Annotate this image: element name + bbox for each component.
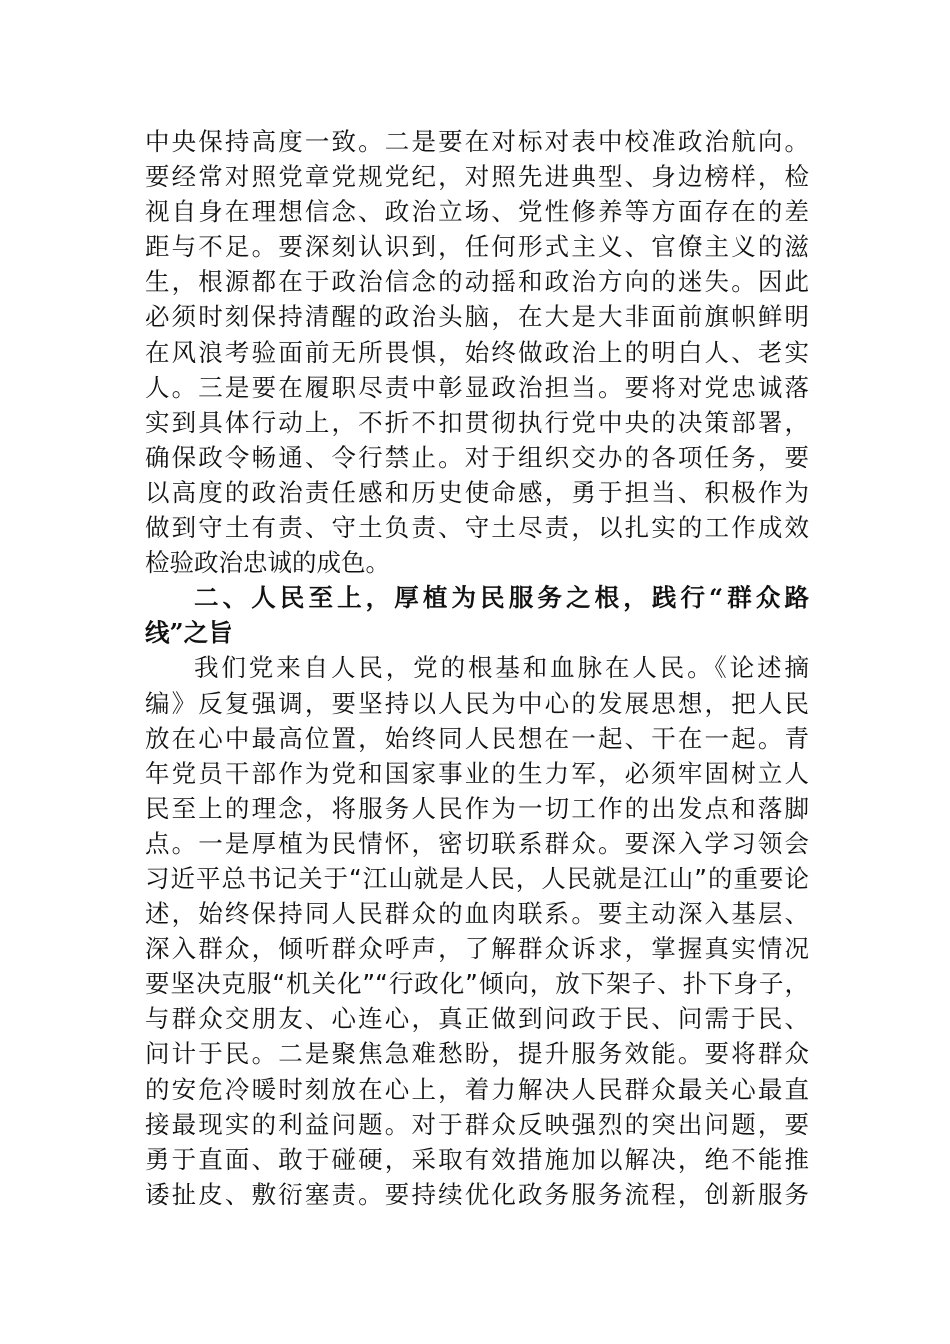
- text-line: 要坚决克服“机关化”“行政化”倾向，放下架子、扑下身子，: [145, 969, 809, 999]
- text-line: 距与不足。要深刻认识到，任何形式主义、官僚主义的滋: [145, 232, 809, 262]
- text-line: 做到守土有责、守土负责、守土尽责，以扎实的工作成效: [145, 513, 809, 543]
- text-line: 在风浪考验面前无所畏惧，始终做政治上的明白人、老实: [145, 337, 809, 367]
- text-line: 视自身在理想信念、政治立场、党性修养等方面存在的差: [145, 197, 809, 227]
- text-line: 习近平总书记关于“江山就是人民，人民就是江山”的重要论: [145, 863, 809, 893]
- text-line: 深入群众，倾听群众呼声，了解群众诉求，掌握真实情况: [145, 934, 809, 964]
- text-line: 以高度的政治责任感和历史使命感，勇于担当、积极作为: [145, 477, 809, 507]
- text-line: 勇于直面、敢于碰硬，采取有效措施加以解决，绝不能推: [145, 1144, 809, 1174]
- section-heading: 二、人民至上，厚植为民服务之根，践行“群众路: [194, 583, 809, 613]
- text-line: 人。三是要在履职尽责中彰显政治担当。要将对党忠诚落: [145, 372, 809, 402]
- text-line: 的安危冷暖时刻放在心上，着力解决人民群众最关心最直: [145, 1074, 809, 1104]
- text-line: 生，根源都在于政治信念的动摇和政治方向的迷失。因此: [145, 267, 809, 297]
- text-line: 民至上的理念，将服务人民作为一切工作的出发点和落脚: [145, 793, 809, 823]
- body-text: [145, 124, 809, 1212]
- text-line: 编》反复强调，要坚持以人民为中心的发展思想，把人民: [145, 688, 809, 718]
- text-line: 诿扯皮、敷衍塞责。要持续优化政务服务流程，创新服务: [145, 1179, 809, 1209]
- text-line: 点。一是厚植为民情怀，密切联系群众。要深入学习领会: [145, 828, 809, 858]
- text-line: 检验政治忠诚的成色。: [145, 548, 390, 578]
- text-line: 实到具体行动上，不折不扣贯彻执行党中央的决策部署，: [145, 407, 809, 437]
- text-line: 放在心中最高位置，始终同人民想在一起、干在一起。青: [145, 723, 809, 753]
- section-heading: 线”之旨: [145, 618, 233, 648]
- text-line: 接最现实的利益问题。对于群众反映强烈的突出问题，要: [145, 1109, 809, 1139]
- text-line: 与群众交朋友、心连心，真正做到问政于民、问需于民、: [145, 1004, 809, 1034]
- text-line: 确保政令畅通、令行禁止。对于组织交办的各项任务，要: [145, 442, 809, 472]
- text-line: 必须时刻保持清醒的政治头脑，在大是大非面前旗帜鲜明: [145, 302, 809, 332]
- text-line: 中央保持高度一致。二是要在对标对表中校准政治航向。: [145, 127, 809, 156]
- text-line: 问计于民。二是聚焦急难愁盼，提升服务效能。要将群众: [145, 1039, 809, 1069]
- text-line: 我们党来自人民，党的根基和血脉在人民。《论述摘: [194, 653, 809, 683]
- text-line: 述，始终保持同人民群众的血肉联系。要主动深入基层、: [145, 899, 809, 929]
- text-line: 年党员干部作为党和国家事业的生力军，必须牢固树立人: [145, 758, 809, 788]
- text-line: 要经常对照党章党规党纪，对照先进典型、身边榜样，检: [145, 162, 809, 192]
